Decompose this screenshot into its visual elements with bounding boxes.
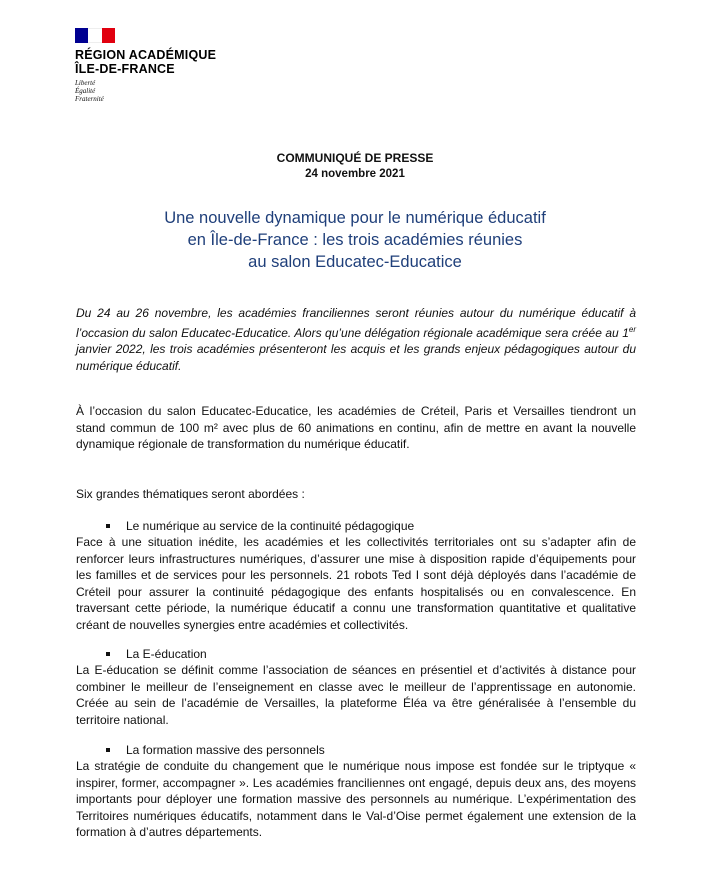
press-release-date: 24 novembre 2021 xyxy=(305,168,405,180)
bullet-icon xyxy=(106,652,110,656)
theme-title-1: Le numérique au service de la continuité pédagogique xyxy=(126,519,415,533)
main-title-line-2: en Île-de-France : les trois académies réunies xyxy=(187,231,523,249)
stand-paragraph: À l’occasion du salon Educatec-Educatice, les académies de Créteil, Paris et Versailles tiendront un stand commun de 100 m² avec plus de 60 animations en continu, afin de mettre en avant la nouvelle dynamique régionale de transformation du numérique éducatif. xyxy=(76,404,636,451)
motto-egalite: Égalité xyxy=(75,87,96,95)
french-flag-icon xyxy=(75,28,115,43)
intro-text-part-2: janvier 2022, les trois académies présenteront les acquis et les grands enjeux pédagogiques autour du numérique éducatif. xyxy=(76,342,636,373)
theme-title-3: La formation massive des personnels xyxy=(126,743,325,757)
theme-text-1: Face à une situation inédite, les académies et les collectivités territoriales ont su s’adapter afin de renforcer leurs infrastructures numériques, d’assurer une mise à disposition rapide d’équipements pour les familles et de services pour les personnels. 21 robots Ted I sont déjà déployés dans l’académie de Créteil pour assurer la continuité pédagogique des enfants hospitalisés ou en convalescence. En traversant cette période, la numérique éducatif a connu une transformation quantitative et qualitative créant de nouvelles synergies entre académies et collectivités. xyxy=(76,535,636,632)
theme-heading-3 xyxy=(106,742,325,759)
republic-motto xyxy=(75,79,216,103)
bullet-icon xyxy=(106,748,110,752)
main-title-line-3: au salon Educatec-Educatice xyxy=(248,253,462,271)
press-release-label: COMMUNIQUÉ DE PRESSE xyxy=(276,151,434,165)
main-title-line-1: Une nouvelle dynamique pour le numérique éducatif xyxy=(164,209,546,227)
themes-intro: Six grandes thématiques seront abordées : xyxy=(76,487,305,501)
theme-title-2: La E-éducation xyxy=(126,647,207,661)
press-header xyxy=(0,150,710,182)
region-logo xyxy=(75,28,216,103)
intro-paragraph xyxy=(76,305,636,374)
theme-heading-2 xyxy=(106,646,207,663)
bullet-icon xyxy=(106,524,110,528)
theme-heading-1 xyxy=(106,518,414,535)
motto-fraternite: Fraternité xyxy=(75,95,104,103)
theme-text-2: La E-éducation se définit comme l’association de séances en présentiel et d’activités à distance pour combiner le meilleur de l’enseignement en classe avec le meilleur de l’apprentissage en autonomie. Créée au sein de l’académie de Versailles, la plateforme Éléa va être généralisée à l’ensemble du territoire national. xyxy=(76,663,636,727)
intro-superscript: er xyxy=(628,324,636,334)
theme-text-3: La stratégie de conduite du changement que le numérique nous impose est fondée sur le triptyque « inspirer, former, accompagner ». Les académies franciliennes ont engagé, depuis deux ans, des moyens importants pour déployer une formation massive des personnels au numérique. L’expérimentation des Territoires numériques éducatifs, notamment dans le Val-d’Oise permet également une extension de la formation à d’autres départements. xyxy=(76,759,636,839)
region-line-1: RÉGION ACADÉMIQUE xyxy=(75,48,217,62)
motto-liberte: Liberté xyxy=(75,79,96,87)
main-title xyxy=(0,207,710,273)
region-name xyxy=(75,48,216,76)
region-line-2: ÎLE-DE-FRANCE xyxy=(75,62,175,76)
intro-text-part-1: Du 24 au 26 novembre, les académies franciliennes seront réunies autour du numérique éducatif à l’occasion du salon Educatec-Educatice. Alors qu’une délégation régionale académique sera créée au 1 xyxy=(76,306,636,340)
